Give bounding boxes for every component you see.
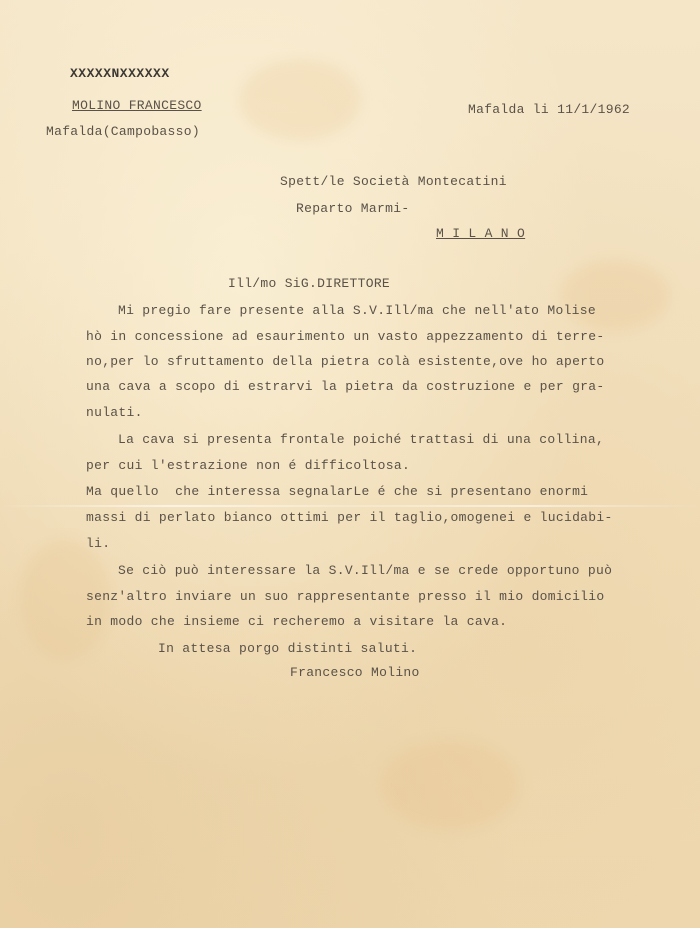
salutation: Ill/mo SiG.DIRETTORE [228,276,391,291]
body-line: in modo che insieme ci recheremo a visitare la cava. [86,614,508,629]
closing-line: In attesa porgo distinti saluti. [158,641,418,656]
crossed-out-header: XXXXXNXXXXXX [70,66,170,81]
paper-fold [0,505,700,507]
body-line: li. [86,536,111,551]
body-line: nulati. [86,405,143,420]
recipient-city: M I L A N O [436,226,526,241]
sender-name: MOLINO FRANCESCO [72,98,202,113]
body-line: per cui l'estrazione non é difficoltosa. [86,458,411,473]
body-line: Mi pregio fare presente alla S.V.Ill/ma che nell'ato Molise [118,303,596,318]
paper-stain [380,740,520,830]
paper-stain [240,60,360,140]
signature: Francesco Molino [290,665,420,680]
body-line: La cava si presenta frontale poiché trattasi di una collina, [118,432,605,447]
date-line: Mafalda li 11/1/1962 [468,102,631,117]
body-line: massi di perlato bianco ottimi per il taglio,omogenei e lucidabi- [86,510,613,525]
recipient-company: Spett/le Società Montecatini [280,174,507,189]
recipient-department: Reparto Marmi- [296,201,410,216]
paper-stain [560,260,670,330]
body-line: no,per lo sfruttamento della pietra colà esistente,ove ho aperto [86,354,605,369]
body-line: Ma quello che interessa segnalarLe é che si presentano enormi [86,484,589,499]
body-line: senz'altro inviare un suo rappresentante presso il mio domicilio [86,589,605,604]
sender-place: Mafalda(Campobasso) [46,124,200,139]
body-line: una cava a scopo di estrarvi la pietra da costruzione e per gra- [86,379,605,394]
body-line: Se ciò può interessare la S.V.Ill/ma e se crede opportuno può [118,563,613,578]
body-line: hò in concessione ad esaurimento un vasto appezzamento di terre- [86,329,605,344]
